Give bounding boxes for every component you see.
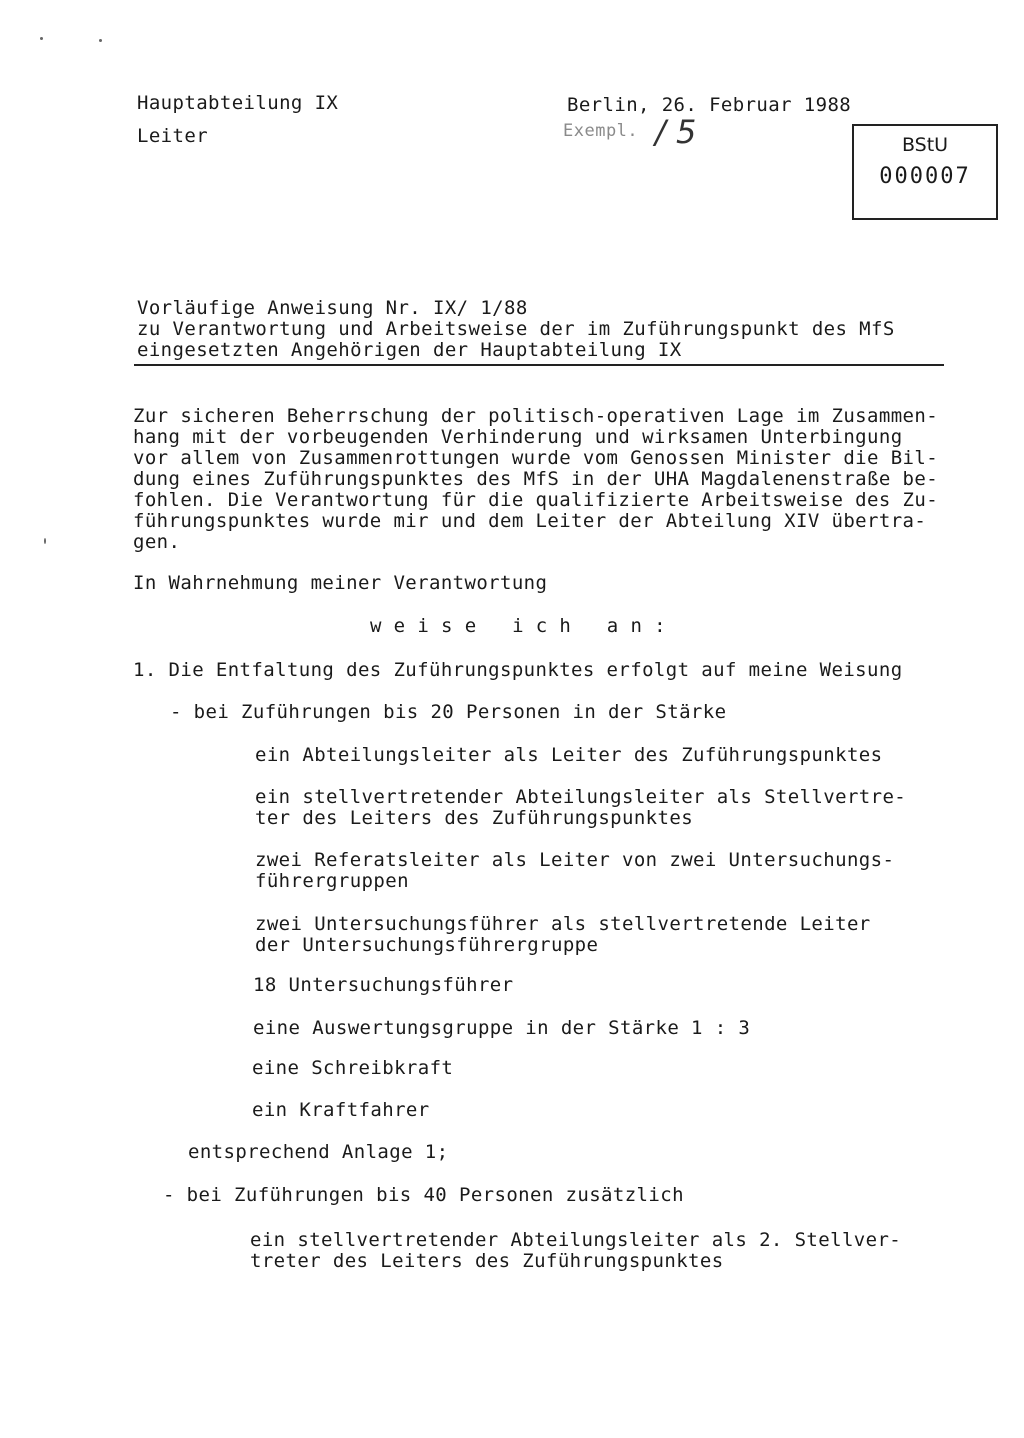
archive-stamp bbox=[852, 124, 998, 220]
staff-item bbox=[255, 850, 894, 892]
staff-item bbox=[255, 787, 906, 829]
scan-speck bbox=[40, 37, 43, 40]
staff-item-line: ein stellvertretender Abteilungsleiter als Stellvertre- bbox=[255, 786, 907, 808]
staff-item: 18 Untersuchungsführer bbox=[253, 974, 514, 996]
intro-line: gen. bbox=[133, 531, 181, 553]
stamp-org: BStU bbox=[901, 134, 949, 156]
place-date: Berlin, 26. Februar 1988 bbox=[567, 94, 852, 116]
staff-item: ein Abteilungsleiter als Leiter des Zuführungspunktes bbox=[255, 744, 883, 766]
title-line: Vorläufige Anweisung Nr. IX/ 1/88 bbox=[137, 297, 528, 319]
point-1: 1. Die Entfaltung des Zuführungspunktes erfolgt auf meine Weisung bbox=[133, 659, 903, 681]
title-line: eingesetzten Angehörigen der Hauptabteilung IX bbox=[137, 339, 682, 361]
intro-paragraph bbox=[133, 406, 938, 553]
staff-item-line: zwei Untersuchungsführer als stellvertretende Leiter bbox=[255, 913, 871, 935]
document-title bbox=[137, 298, 895, 361]
title-line: zu Verantwortung und Arbeitsweise der im Zuführungspunkt des MfS bbox=[137, 318, 895, 340]
staff-item: eine Schreibkraft bbox=[252, 1057, 454, 1079]
intro-line: führungspunktes wurde mir und dem Leiter der Abteilung XIV übertra- bbox=[133, 510, 927, 532]
staff-item-line: ein stellvertretender Abteilungsleiter als 2. Stellver- bbox=[250, 1229, 902, 1251]
intro-line: hang mit der vorbeugenden Verhinderung und wirksamen Unterbingung bbox=[133, 426, 903, 448]
staff-item: ein Kraftfahrer bbox=[252, 1099, 430, 1121]
scan-speck bbox=[99, 39, 102, 42]
scan-speck bbox=[44, 538, 46, 544]
staff-item-line: führergruppen bbox=[255, 870, 409, 892]
title-underline bbox=[134, 364, 944, 366]
intro-line: fohlen. Die Verantwortung für die qualifizierte Arbeitsweise des Zu- bbox=[133, 489, 939, 511]
role-label: Leiter bbox=[137, 125, 209, 147]
staff-item bbox=[250, 1230, 901, 1272]
intro-line: dung eines Zuführungspunktes des MfS in der UHA Magdalenenstraße be- bbox=[133, 468, 939, 490]
staff-item-line: ter des Leiters des Zuführungspunktes bbox=[255, 807, 694, 829]
department-label: Hauptabteilung IX bbox=[137, 92, 339, 114]
staff-item-line: der Untersuchungsführergruppe bbox=[255, 934, 599, 956]
according-annex: entsprechend Anlage 1; bbox=[188, 1141, 449, 1163]
responsibility-line: In Wahrnehmung meiner Verantwortung bbox=[133, 572, 548, 594]
staff-item bbox=[255, 914, 871, 956]
exemplar-label: Exempl. bbox=[563, 121, 639, 141]
bullet-40-persons: - bei Zuführungen bis 40 Personen zusätzlich bbox=[163, 1184, 684, 1206]
staff-item-line: zwei Referatsleiter als Leiter von zwei Untersuchungs- bbox=[255, 849, 895, 871]
staff-item: eine Auswertungsgruppe in der Stärke 1 : 3 bbox=[253, 1017, 751, 1039]
stamp-number: 000007 bbox=[879, 164, 971, 189]
instruction-heading: w e i s e i c h a n : bbox=[370, 615, 666, 637]
exemplar-number: / 5 bbox=[655, 113, 697, 151]
staff-item-line: treter des Leiters des Zuführungspunktes bbox=[250, 1250, 724, 1272]
intro-line: vor allem von Zusammenrottungen wurde vom Genossen Minister die Bil- bbox=[133, 447, 939, 469]
bullet-20-persons: - bei Zuführungen bis 20 Personen in der Stärke bbox=[170, 701, 727, 723]
intro-line: Zur sicheren Beherrschung der politisch-operativen Lage im Zusammen- bbox=[133, 405, 939, 427]
